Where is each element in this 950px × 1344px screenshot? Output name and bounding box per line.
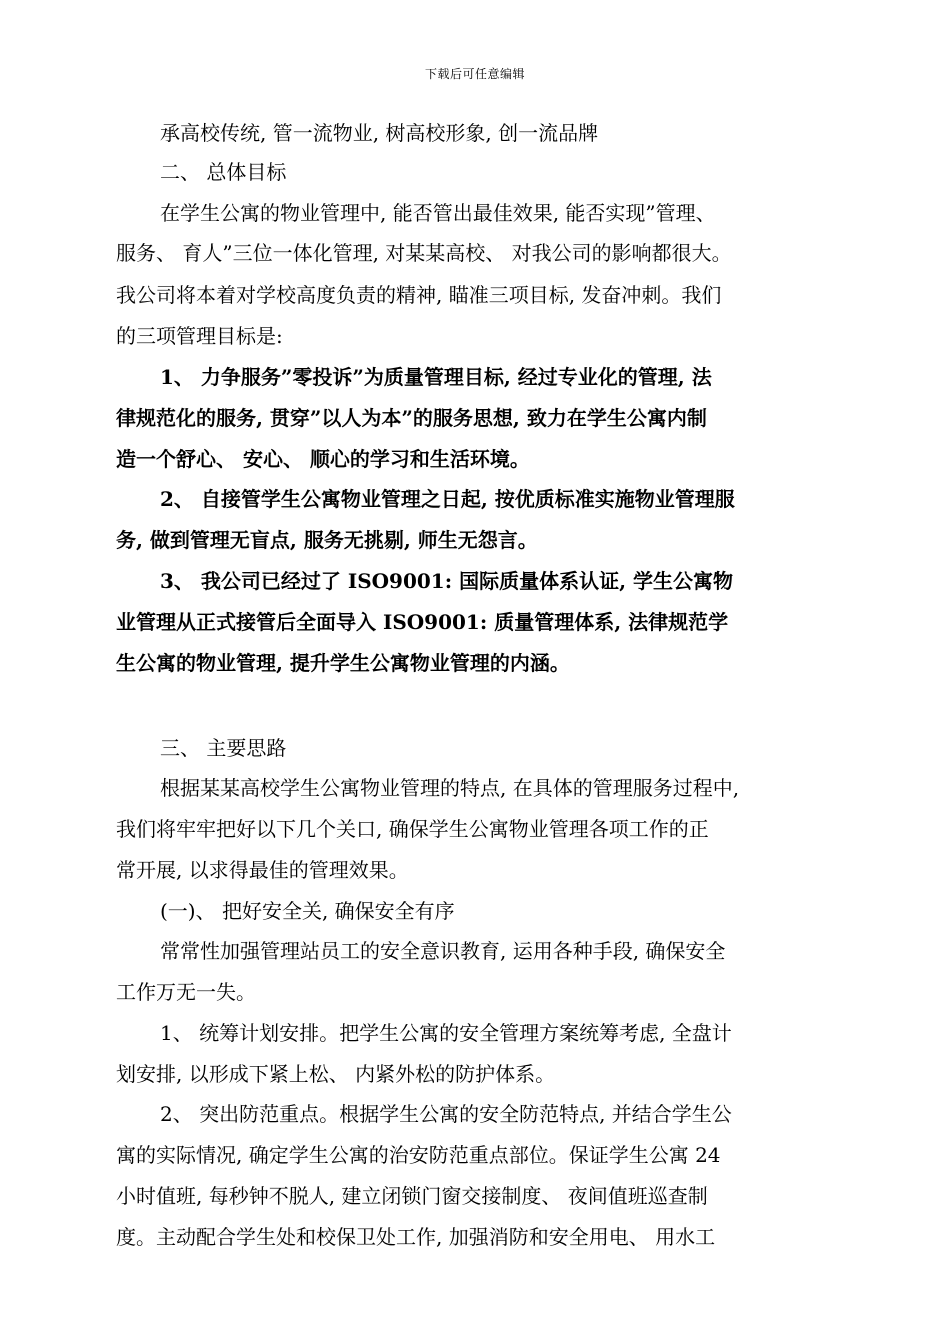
subsection-heading: (一)、 把好安全关, 确保安全有序: [160, 899, 455, 923]
text-line: 常开展, 以求得最佳的管理效果。: [116, 858, 409, 882]
text-line: 常常性加强管理站员工的安全意识教育, 运用各种手段, 确保安全: [160, 939, 726, 963]
section-heading: 二、 总体目标: [160, 160, 287, 184]
text-line: 2、 突出防范重点。根据学生公寓的安全防范特点, 并结合学生公: [160, 1102, 732, 1126]
goal-item-text: 生公寓的物业管理, 提升学生公寓物业管理的内涵。: [116, 651, 570, 675]
text-line: 承高校传统, 管一流物业, 树高校形象, 创一流品牌: [160, 121, 599, 145]
goal-item-text: 3、 我公司已经过了 ISO9001: 国际质量体系认证, 学生公寓物: [160, 569, 733, 593]
text-line: 1、 统筹计划安排。把学生公寓的安全管理方案统筹考虑, 全盘计: [160, 1021, 732, 1045]
goal-item-text: 务, 做到管理无盲点, 服务无挑剔, 师生无怨言。: [116, 528, 538, 552]
text-line: 根据某某高校学生公寓物业管理的特点, 在具体的管理服务过程中,: [160, 776, 740, 800]
text-line: 小时值班, 每秒钟不脱人, 建立闭锁门窗交接制度、 夜间值班巡查制: [116, 1184, 708, 1208]
text-line: 寓的实际情况, 确定学生公寓的治安防范重点部位。保证学生公寓 24: [116, 1143, 721, 1167]
goal-item-text: 业管理从正式接管后全面导入 ISO9001: 质量管理体系, 法律规范学: [116, 610, 729, 634]
text-line: 的三项管理目标是:: [116, 324, 283, 348]
text-line: 在学生公寓的物业管理中, 能否管出最佳效果, 能否实现”管理、: [160, 201, 716, 225]
goal-item-text: 1、 力争服务”零投诉”为质量管理目标, 经过专业化的管理, 法: [160, 365, 712, 389]
goal-item-text: 律规范化的服务, 贯穿”以人为本”的服务思想, 致力在学生公寓内制: [116, 406, 707, 430]
text-line: 服务、 育人”三位一体化管理, 对某某高校、 对我公司的影响都很大。: [116, 241, 732, 265]
text-line: 度。主动配合学生处和校保卫处工作, 加强消防和安全用电、 用水工: [116, 1225, 716, 1249]
text-line: 我们将牢牢把好以下几个关口, 确保学生公寓物业管理各项工作的正: [116, 817, 709, 841]
goal-item-text: 2、 自接管学生公寓物业管理之日起, 按优质标准实施物业管理服: [160, 487, 735, 511]
page-header: 下载后可任意编辑: [424, 67, 525, 81]
text-line: 划安排, 以形成下紧上松、 内紧外松的防护体系。: [116, 1062, 556, 1086]
text-line: 工作万无一失。: [116, 980, 256, 1004]
section-heading: 三、 主要思路: [160, 736, 287, 760]
goal-item-text: 造一个舒心、 安心、 顺心的学习和生活环境。: [116, 447, 530, 471]
text-line: 我公司将本着对学校高度负责的精神, 瞄准三项目标, 发奋冲刺。我们: [116, 283, 722, 307]
